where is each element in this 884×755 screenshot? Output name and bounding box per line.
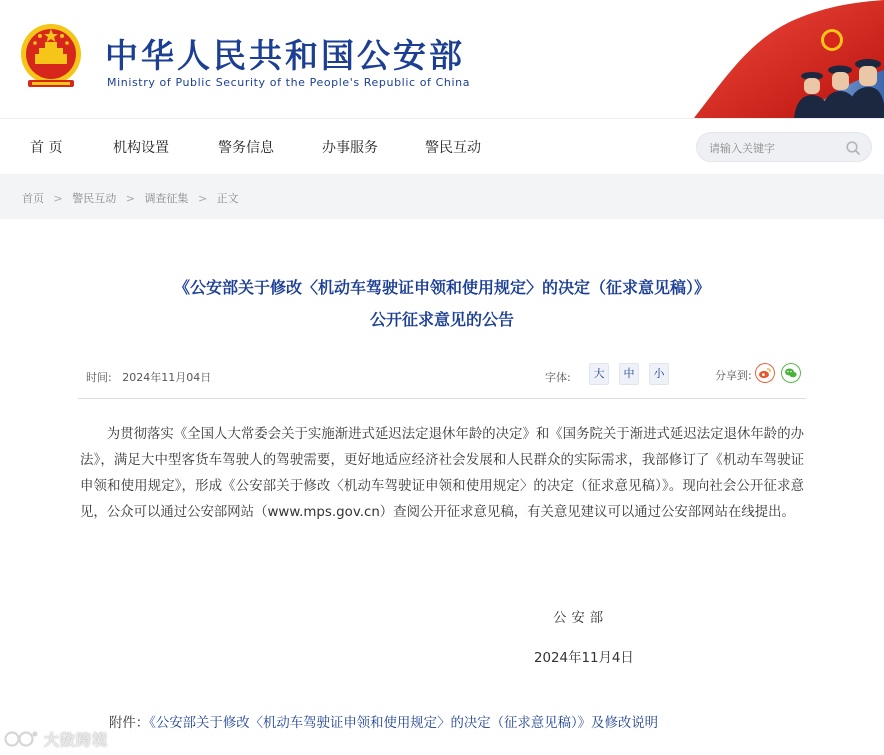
share-label: 分享到:: [715, 369, 752, 382]
main-nav: [0, 118, 884, 174]
breadcrumb-item-survey[interactable]: 调查征集: [144, 192, 189, 205]
nav-item-police-info[interactable]: 警务信息: [218, 140, 274, 156]
article-paragraph: 为贯彻落实《全国人大常委会关于实施渐进式延迟法定退休年龄的决定》和《国务院关于渐进式延迟法定退休年龄的办法》，满足大中型客货车驾驶人的驾驶需要，更好地适应经济社会发展和人民群众的实际需求，我部修订了《机动车驾驶证申领和使用规定》，形成《公安部关于修改〈机动车驾驶证申领和使用规定〉的决定（征求意见稿）》。现向社会公开征求意见，公众可以通过公安部网站（www.mps.gov.cn）查阅公开征求意见稿，有关意见建议可以通过公安部网站在线提出。: [80, 427, 804, 520]
watermark-text: 大数跨境: [44, 731, 109, 749]
font-size-small-button[interactable]: 小: [649, 363, 669, 385]
article-sign-date: 2024年11月4日: [534, 651, 634, 666]
site-title-cn: 中华人民共和国公安部: [105, 36, 465, 75]
font-size-label: 字体:: [545, 371, 571, 384]
attachment-link[interactable]: 《公安部关于修改〈机动车驾驶证申领和使用规定〉的决定（征求意见稿）》及修改说明: [149, 716, 659, 731]
wechat-icon[interactable]: [781, 363, 801, 383]
breadcrumb-separator: >: [53, 192, 63, 205]
publish-time-label: 时间:: [86, 371, 112, 384]
watermark-logo-icon: [4, 728, 40, 750]
publish-time-value: 2024年11月04日: [122, 371, 212, 384]
search-box: [696, 132, 872, 162]
search-input[interactable]: [709, 140, 839, 156]
article-meta-bar: [78, 363, 806, 399]
search-icon[interactable]: [845, 140, 861, 156]
article-title-line1: 《公安部关于修改〈机动车驾驶证申领和使用规定〉的决定（征求意见稿）》: [173, 278, 710, 297]
nav-item-home[interactable]: 首 页: [30, 140, 63, 156]
breadcrumb-item-current: 正文: [216, 192, 239, 205]
site-header: [0, 0, 884, 118]
breadcrumb: [22, 190, 239, 206]
article-title-line2: 公开征求意见的公告: [369, 310, 514, 329]
font-size-large-button[interactable]: 大: [589, 363, 609, 385]
weibo-icon[interactable]: [755, 363, 775, 383]
breadcrumb-separator: >: [197, 192, 208, 205]
breadcrumb-separator: >: [125, 192, 135, 205]
nav-item-services[interactable]: 办事服务: [322, 140, 378, 156]
article-signature: 公安部: [553, 611, 609, 626]
article-body: [80, 422, 804, 526]
breadcrumb-item-home[interactable]: 首页: [22, 192, 44, 205]
national-emblem-icon: [18, 20, 84, 92]
attachment: [109, 712, 658, 731]
font-size-medium-button[interactable]: 中: [619, 363, 639, 385]
article-card: [0, 219, 884, 755]
site-title-en: Ministry of Public Security of the People's Republic of China: [107, 76, 471, 89]
publish-time: [86, 369, 211, 385]
nav-item-organization[interactable]: 机构设置: [113, 140, 169, 156]
police-banner-image: [654, 0, 884, 118]
breadcrumb-item-interaction[interactable]: 警民互动: [72, 192, 117, 205]
nav-item-interaction[interactable]: 警民互动: [425, 140, 481, 156]
watermark: [4, 726, 124, 752]
attachment-label: 附件：: [109, 716, 150, 731]
